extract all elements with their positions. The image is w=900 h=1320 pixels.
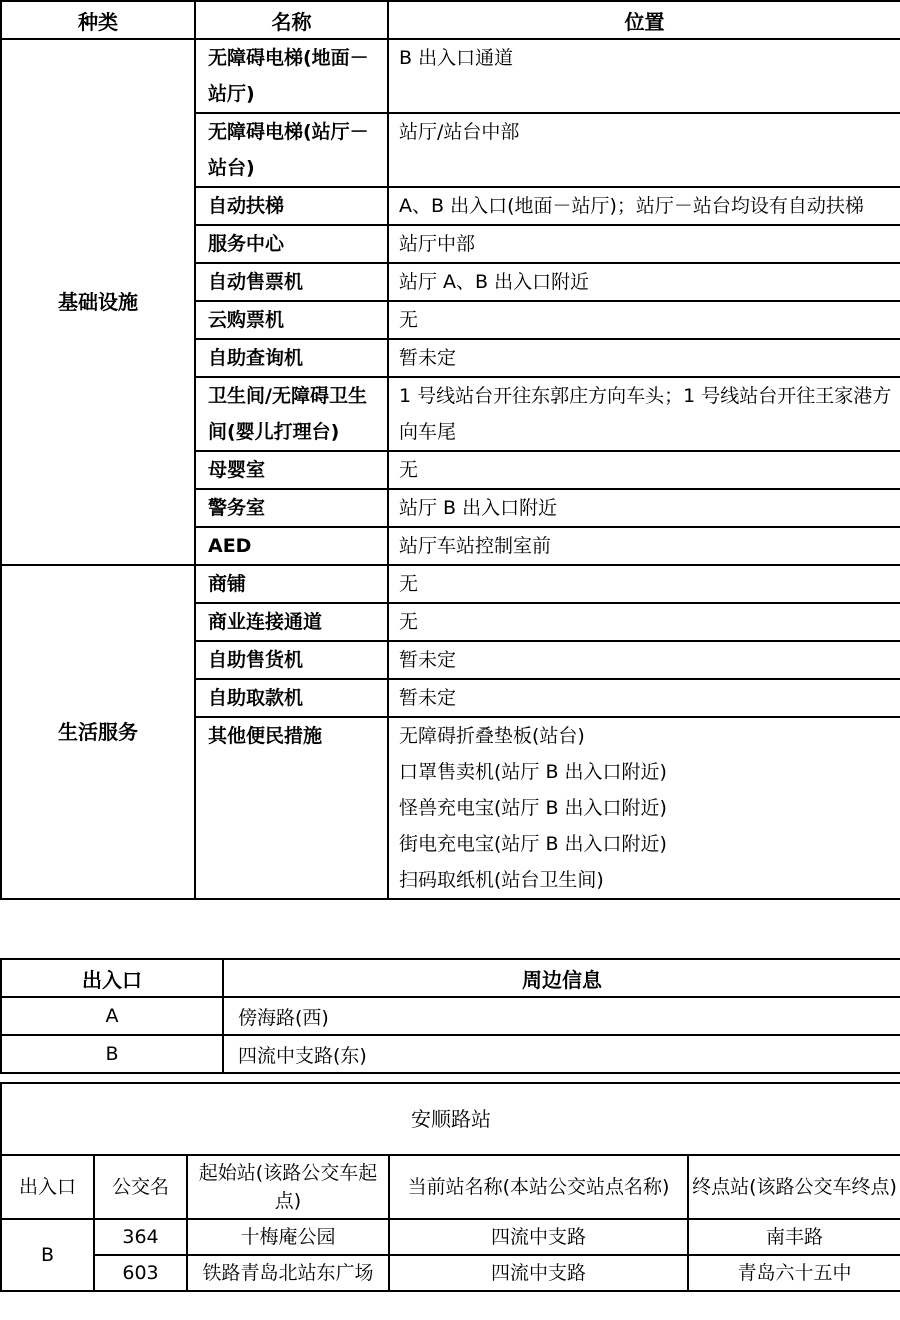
facility-name: 自动扶梯 [195, 187, 388, 225]
bus-station-row [1, 1083, 900, 1155]
facility-name: 自助查询机 [195, 339, 388, 377]
facility-name: AED [195, 527, 388, 565]
exit-info: 傍海路(西) [223, 997, 900, 1035]
facility-name: 无障碍电梯(地面－站厅) [195, 39, 388, 113]
facility-name: 商业连接通道 [195, 603, 388, 641]
facility-name: 商铺 [195, 565, 388, 603]
bus-current: 四流中支路 [389, 1219, 688, 1255]
facility-location: 无 [388, 565, 900, 603]
facility-name: 自助售货机 [195, 641, 388, 679]
header-bus-end: 终点站(该路公交车终点) [688, 1155, 900, 1219]
exit-info: 四流中支路(东) [223, 1035, 900, 1073]
facility-name: 自助取款机 [195, 679, 388, 717]
facility-name: 自动售票机 [195, 263, 388, 301]
station-title: 安顺路站 [1, 1083, 900, 1155]
facility-location: 1 号线站台开往东郭庄方向车头；1 号线站台开往王家港方向车尾 [388, 377, 900, 451]
bus-current: 四流中支路 [389, 1255, 688, 1291]
facility-name: 无障碍电梯(站厅－站台) [195, 113, 388, 187]
header-location: 位置 [388, 1, 900, 39]
table-row [1, 39, 900, 113]
header-bus-start: 起始站(该路公交车起点) [187, 1155, 389, 1219]
category-cell: 基础设施 [1, 39, 195, 565]
facility-name: 服务中心 [195, 225, 388, 263]
category-cell: 生活服务 [1, 565, 195, 899]
location-line: 扫码取纸机(站台卫生间) [399, 869, 604, 891]
exits-table [0, 958, 900, 1074]
facility-name: 卫生间/无障碍卫生间(婴儿打理台) [195, 377, 388, 451]
location-line: 口罩售卖机(站厅 B 出入口附近) [399, 761, 667, 783]
exit-label: A [1, 997, 223, 1035]
facility-location: 暂未定 [388, 679, 900, 717]
bus-table [0, 1082, 900, 1292]
facility-location: 暂未定 [388, 339, 900, 377]
header-category: 种类 [1, 1, 195, 39]
bus-exit-label: B [1, 1219, 94, 1291]
bus-end: 南丰路 [688, 1219, 900, 1255]
bus-start: 铁路青岛北站东广场 [187, 1255, 389, 1291]
table-row [1, 1219, 900, 1255]
table-row [1, 1255, 900, 1291]
location-line: 无障碍折叠垫板(站台) [399, 725, 585, 747]
facility-location: 站厅/站台中部 [388, 113, 900, 187]
exits-header-row [1, 959, 900, 997]
facility-location [388, 717, 900, 899]
facility-location: 无 [388, 451, 900, 489]
facility-name: 警务室 [195, 489, 388, 527]
facility-location: 站厅 A、B 出入口附近 [388, 263, 900, 301]
header-exit: 出入口 [1, 959, 223, 997]
facility-location: 站厅中部 [388, 225, 900, 263]
bus-header-row [1, 1155, 900, 1219]
header-info: 周边信息 [223, 959, 900, 997]
header-bus-exit: 出入口 [1, 1155, 94, 1219]
facility-location: 无 [388, 301, 900, 339]
exit-label: B [1, 1035, 223, 1073]
bus-route: 603 [94, 1255, 187, 1291]
bus-start: 十梅庵公园 [187, 1219, 389, 1255]
table-row [1, 997, 900, 1035]
bus-route: 364 [94, 1219, 187, 1255]
facility-location: 站厅车站控制室前 [388, 527, 900, 565]
table-row [1, 1035, 900, 1073]
location-line: 街电充电宝(站厅 B 出入口附近) [399, 833, 667, 855]
facility-name: 母婴室 [195, 451, 388, 489]
facility-location: 无 [388, 603, 900, 641]
facility-location: A、B 出入口(地面－站厅)；站厅－站台均设有自动扶梯 [388, 187, 900, 225]
location-line: 怪兽充电宝(站厅 B 出入口附近) [399, 797, 667, 819]
facility-location: 站厅 B 出入口附近 [388, 489, 900, 527]
header-bus-route: 公交名 [94, 1155, 187, 1219]
bus-end: 青岛六十五中 [688, 1255, 900, 1291]
facilities-header-row [1, 1, 900, 39]
facility-name: 其他便民措施 [195, 717, 388, 899]
facility-location: B 出入口通道 [388, 39, 900, 113]
header-name: 名称 [195, 1, 388, 39]
table-row [1, 565, 900, 603]
header-bus-current: 当前站名称(本站公交站点名称) [389, 1155, 688, 1219]
facility-name: 云购票机 [195, 301, 388, 339]
facility-location: 暂未定 [388, 641, 900, 679]
